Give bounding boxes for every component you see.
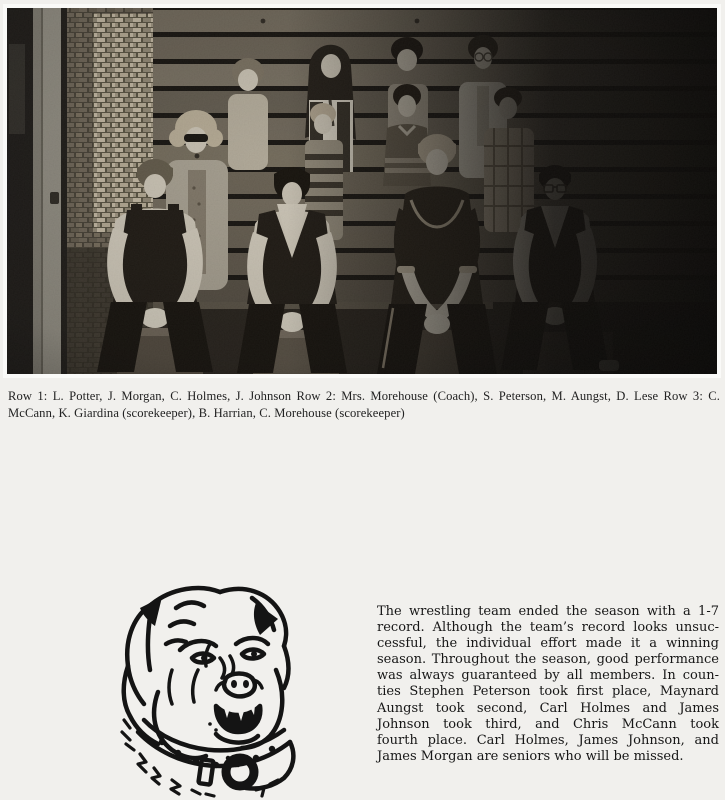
article-line: record. Although the team’s record looks unsuc-	[377, 620, 719, 636]
article-line: fourth place. Carl Holmes, James Johnson, and	[377, 732, 719, 748]
photo-grain	[7, 8, 717, 374]
photo-caption	[8, 388, 720, 421]
caption-line: McCann, K. Giardina (scorekeeper), B. Harrian, C. Morehouse (scorekeeper)	[8, 405, 405, 420]
team-photo-image	[7, 8, 717, 374]
article-line: was always guaranteed by all members. In coun-	[377, 668, 719, 684]
team-photo	[3, 4, 721, 378]
article-line: cessful, the individual effort made it a winning	[377, 636, 719, 652]
article-paragraph	[377, 604, 719, 765]
bulldog-mascot-illustration	[88, 572, 338, 798]
article-line: season. Throughout the season, good performance	[377, 652, 719, 668]
bulldog-icon	[88, 572, 338, 798]
article-line: Johnson took third, and Chris McCann took	[377, 716, 719, 732]
article-line: Aungst took second, Carl Holmes and James	[377, 700, 719, 716]
caption-line: Row 1: L. Potter, J. Morgan, C. Holmes, J. Johnson Row 2: Mrs. Morehouse (Coach), S. Peterson, M. Aungst, D. Lese Row 3: C.	[8, 389, 720, 403]
article-line: ties Stephen Peterson took first place, Maynard	[377, 684, 719, 700]
article-line: James Morgan are seniors who will be missed.	[377, 748, 684, 764]
article-line: The wrestling team ended the season with a 1-7	[377, 604, 719, 619]
